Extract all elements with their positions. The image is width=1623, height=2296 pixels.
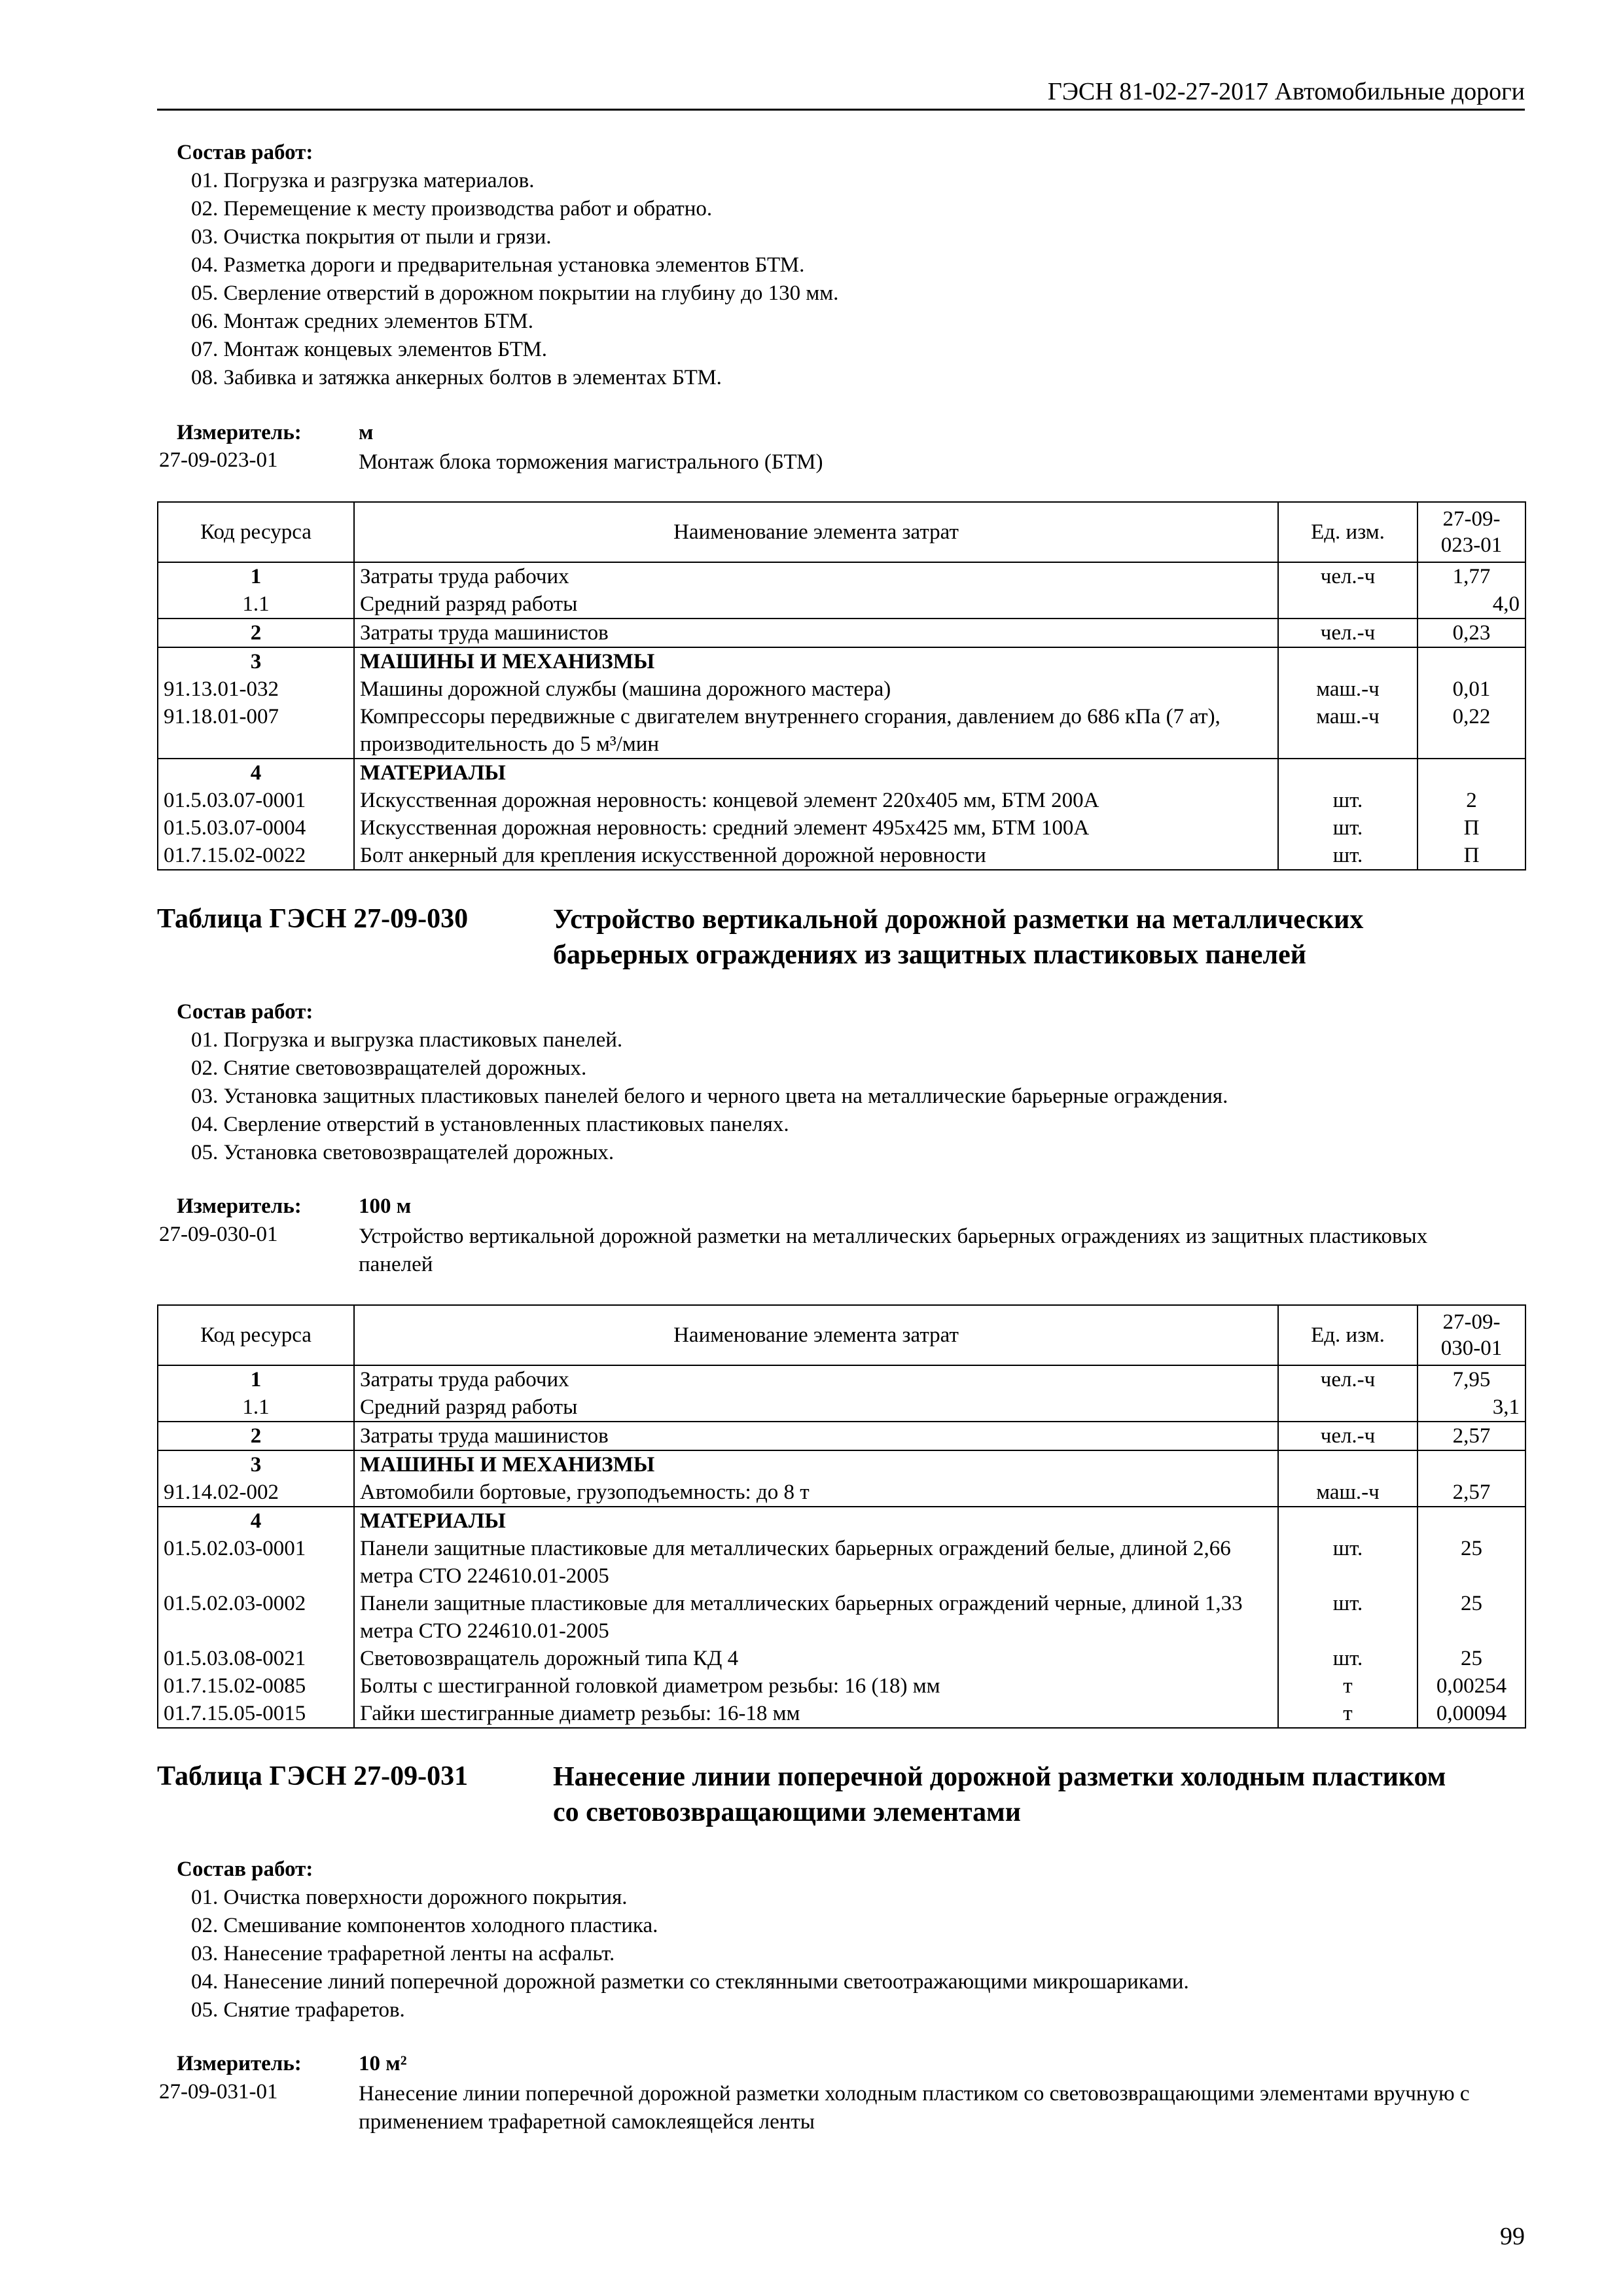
table-cell: чел.-ч bbox=[1278, 1365, 1418, 1393]
table-row bbox=[158, 814, 1525, 842]
table-cell: т bbox=[1278, 1672, 1418, 1700]
item-code: 27-09-030-01 bbox=[159, 1223, 278, 1246]
composition-label: Состав работ: bbox=[177, 1857, 313, 1881]
table-cell: 2 bbox=[1418, 787, 1525, 814]
table-cell: П bbox=[1418, 842, 1525, 870]
table-cell: Панели защитные пластиковые для металлических барьерных ограждений черные, длиной 1,33 метра СТО 224610.01-2005 bbox=[354, 1590, 1278, 1645]
table-cell: МАШИНЫ И МЕХАНИЗМЫ bbox=[354, 1450, 1278, 1479]
table-cell: 0,00254 bbox=[1418, 1672, 1525, 1700]
step: 08. Забивка и затяжка анкерных болтов в элементах БТМ. bbox=[191, 366, 722, 389]
composition-block-2 bbox=[177, 998, 1228, 1167]
table-cell: шт. bbox=[1278, 787, 1418, 814]
table-title: Таблица ГЭСН 27-09-031 bbox=[157, 1761, 469, 1791]
meter-unit: м bbox=[359, 421, 374, 444]
step: 01. Погрузка и выгрузка пластиковых панелей. bbox=[191, 1028, 623, 1052]
col-header: Ед. изм. bbox=[1278, 1305, 1418, 1365]
step: 03. Очистка покрытия от пыли и грязи. bbox=[191, 225, 552, 249]
table-row bbox=[158, 1365, 1525, 1393]
table-cell: т bbox=[1278, 1700, 1418, 1728]
step: 02. Снятие световозвращателей дорожных. bbox=[191, 1056, 587, 1080]
table-cell bbox=[1418, 1507, 1525, 1535]
table-row bbox=[158, 675, 1525, 703]
step: 05. Установка световозвращателей дорожных. bbox=[191, 1141, 615, 1164]
resource-table-2 bbox=[157, 1304, 1526, 1729]
table-cell: 1.1 bbox=[158, 1393, 354, 1422]
col-header: Наименование элемента затрат bbox=[354, 1305, 1278, 1365]
table-row bbox=[158, 1645, 1525, 1672]
table-cell: 2 bbox=[158, 619, 354, 647]
table-cell bbox=[1278, 1393, 1418, 1422]
table-cell: 3 bbox=[158, 1450, 354, 1479]
meter-label: Измеритель: bbox=[177, 1194, 302, 1218]
table-cell: Средний разряд работы bbox=[354, 1393, 1278, 1422]
table-cell: П bbox=[1418, 814, 1525, 842]
header-title: ГЭСН 81-02-27-2017 Автомобильные дороги bbox=[1047, 78, 1525, 105]
col-header: Код ресурса bbox=[158, 1305, 354, 1365]
table-row bbox=[158, 787, 1525, 814]
item-description: Монтаж блока торможения магистрального (БТМ) bbox=[359, 450, 823, 474]
table-row bbox=[158, 1535, 1525, 1590]
table-cell: Затраты труда рабочих bbox=[354, 1365, 1278, 1393]
page-header bbox=[157, 77, 1525, 111]
table-cell: 01.7.15.02-0022 bbox=[158, 842, 354, 870]
table-cell: 01.7.15.05-0015 bbox=[158, 1700, 354, 1728]
table-cell: 3,1 bbox=[1418, 1393, 1525, 1422]
col-header: 27-09- 030-01 bbox=[1418, 1305, 1525, 1365]
step: 05. Сверление отверстий в дорожном покрытии на глубину до 130 мм. bbox=[191, 281, 839, 305]
item-code: 27-09-031-01 bbox=[159, 2080, 278, 2104]
table-row bbox=[158, 1393, 1525, 1422]
page-number: 99 bbox=[1500, 2223, 1525, 2250]
resource-table-1 bbox=[157, 501, 1526, 870]
table-cell: 01.5.03.07-0001 bbox=[158, 787, 354, 814]
step: 02. Смешивание компонентов холодного пластика. bbox=[191, 1914, 658, 1937]
table-cell: 2 bbox=[158, 1422, 354, 1450]
table-cell: чел.-ч bbox=[1278, 619, 1418, 647]
table-cell: шт. bbox=[1278, 1535, 1418, 1590]
col-header: Наименование элемента затрат bbox=[354, 502, 1278, 562]
table-cell bbox=[1278, 1450, 1418, 1479]
table-cell bbox=[1278, 590, 1418, 619]
table-cell: Гайки шестигранные диаметр резьбы: 16-18 мм bbox=[354, 1700, 1278, 1728]
composition-label: Состав работ: bbox=[177, 1000, 313, 1024]
table-cell: 0,23 bbox=[1418, 619, 1525, 647]
table-cell: МАТЕРИАЛЫ bbox=[354, 1507, 1278, 1535]
table-cell: МАТЕРИАЛЫ bbox=[354, 759, 1278, 787]
step: 03. Нанесение трафаретной ленты на асфальт. bbox=[191, 1942, 615, 1965]
step: 05. Снятие трафаретов. bbox=[191, 1998, 405, 2022]
table-cell: 3 bbox=[158, 647, 354, 675]
table-row bbox=[158, 1672, 1525, 1700]
table-cell: 01.5.03.08-0021 bbox=[158, 1645, 354, 1672]
col-header: 27-09- 023-01 bbox=[1418, 502, 1525, 562]
step: 04. Нанесение линий поперечной дорожной разметки со стеклянными светоотражающими микрошариками. bbox=[191, 1970, 1189, 1994]
table-cell: 01.7.15.02-0085 bbox=[158, 1672, 354, 1700]
table-cell: 0,00094 bbox=[1418, 1700, 1525, 1728]
table-cell: маш.-ч bbox=[1278, 675, 1418, 703]
table-cell: 0,01 bbox=[1418, 675, 1525, 703]
table-row bbox=[158, 759, 1525, 787]
table-cell: Панели защитные пластиковые для металлических барьерных ограждений белые, длиной 2,66 метра СТО 224610.01-2005 bbox=[354, 1535, 1278, 1590]
table-row bbox=[158, 1479, 1525, 1507]
table-cell: 4,0 bbox=[1418, 590, 1525, 619]
table-cell: Затраты труда рабочих bbox=[354, 562, 1278, 590]
table-cell: 4 bbox=[158, 759, 354, 787]
table-cell: Затраты труда машинистов bbox=[354, 1422, 1278, 1450]
item-code: 27-09-023-01 bbox=[159, 448, 278, 472]
table-row bbox=[158, 1700, 1525, 1728]
table-subject: Нанесение линии поперечной дорожной разметки холодным пластиком со световозвращающими элементами bbox=[553, 1762, 1446, 1827]
table-row bbox=[158, 647, 1525, 675]
table-row bbox=[158, 1422, 1525, 1450]
table-subject: Устройство вертикальной дорожной разметки на металлических барьерных ограждениях из защитных пластиковых панелей bbox=[553, 905, 1364, 970]
meter-unit: 10 м² bbox=[359, 2052, 407, 2075]
table-cell: 01.5.03.07-0004 bbox=[158, 814, 354, 842]
step: 02. Перемещение к месту производства работ и обратно. bbox=[191, 197, 713, 221]
table-cell: Болты с шестигранной головкой диаметром резьбы: 16 (18) мм bbox=[354, 1672, 1278, 1700]
table-cell: 1,77 bbox=[1418, 562, 1525, 590]
table-cell: шт. bbox=[1278, 1590, 1418, 1645]
step: 01. Погрузка и разгрузка материалов. bbox=[191, 169, 535, 192]
table-cell: 1.1 bbox=[158, 590, 354, 619]
table-cell: Болт анкерный для крепления искусственной дорожной неровности bbox=[354, 842, 1278, 870]
step: 07. Монтаж концевых элементов БТМ. bbox=[191, 338, 548, 361]
table-cell: 0,22 bbox=[1418, 703, 1525, 759]
table-cell: 91.14.02-002 bbox=[158, 1479, 354, 1507]
table-row bbox=[158, 842, 1525, 870]
step: 01. Очистка поверхности дорожного покрытия. bbox=[191, 1886, 628, 1909]
table-cell bbox=[1418, 647, 1525, 675]
table-cell: Искусственная дорожная неровность: концевой элемент 220х405 мм, БТМ 200А bbox=[354, 787, 1278, 814]
col-header: Код ресурса bbox=[158, 502, 354, 562]
step: 03. Установка защитных пластиковых панелей белого и черного цвета на металлические барьерные ограждения. bbox=[191, 1085, 1228, 1108]
table-cell: Компрессоры передвижные с двигателем внутреннего сгорания, давлением до 686 кПа (7 ат), производительность до 5 м³/мин bbox=[354, 703, 1278, 759]
table-cell: 25 bbox=[1418, 1590, 1525, 1645]
item-description: Устройство вертикальной дорожной разметки на металлических барьерных ограждениях из защитных пластиковых панелей bbox=[359, 1225, 1428, 1276]
table-cell: МАШИНЫ И МЕХАНИЗМЫ bbox=[354, 647, 1278, 675]
table-cell bbox=[1278, 1507, 1418, 1535]
table-cell: Световозвращатель дорожный типа КД 4 bbox=[354, 1645, 1278, 1672]
table-row bbox=[158, 1590, 1525, 1645]
table-cell: шт. bbox=[1278, 814, 1418, 842]
table-cell: 01.5.02.03-0002 bbox=[158, 1590, 354, 1645]
table-cell: 01.5.02.03-0001 bbox=[158, 1535, 354, 1590]
table-row bbox=[158, 590, 1525, 619]
table-cell: Машины дорожной службы (машина дорожного мастера) bbox=[354, 675, 1278, 703]
table-cell: чел.-ч bbox=[1278, 562, 1418, 590]
table-cell: Автомобили бортовые, грузоподъемность: до 8 т bbox=[354, 1479, 1278, 1507]
step: 06. Монтаж средних элементов БТМ. bbox=[191, 310, 533, 333]
table-cell: 4 bbox=[158, 1507, 354, 1535]
item-description: Нанесение линии поперечной дорожной разметки холодным пластиком со световозвращающими элементами вручную с применением трафаретной самоклеящейся ленты bbox=[359, 2082, 1470, 2134]
table-cell: 25 bbox=[1418, 1645, 1525, 1672]
composition-label: Состав работ: bbox=[177, 141, 313, 164]
table-cell bbox=[1418, 1450, 1525, 1479]
table-cell: Затраты труда машинистов bbox=[354, 619, 1278, 647]
table-cell: 25 bbox=[1418, 1535, 1525, 1590]
table-row bbox=[158, 1507, 1525, 1535]
composition-block-1 bbox=[177, 139, 838, 392]
table-cell: чел.-ч bbox=[1278, 1422, 1418, 1450]
table-cell: 2,57 bbox=[1418, 1422, 1525, 1450]
table-cell: маш.-ч bbox=[1278, 1479, 1418, 1507]
step: 04. Разметка дороги и предварительная установка элементов БТМ. bbox=[191, 253, 805, 277]
table-cell bbox=[1278, 647, 1418, 675]
table-cell: 91.13.01-032 bbox=[158, 675, 354, 703]
meter-unit: 100 м bbox=[359, 1194, 412, 1218]
meter-label: Измеритель: bbox=[177, 421, 302, 444]
table-cell bbox=[1278, 759, 1418, 787]
table-row bbox=[158, 1450, 1525, 1479]
table-cell: 91.18.01-007 bbox=[158, 703, 354, 759]
table-title: Таблица ГЭСН 27-09-030 bbox=[157, 904, 469, 934]
meter-label: Измеритель: bbox=[177, 2052, 302, 2075]
step: 04. Сверление отверстий в установленных пластиковых панелях. bbox=[191, 1113, 789, 1136]
table-cell: шт. bbox=[1278, 842, 1418, 870]
table-cell: 1 bbox=[158, 1365, 354, 1393]
table-row bbox=[158, 619, 1525, 647]
table-cell bbox=[1418, 759, 1525, 787]
table-cell: 2,57 bbox=[1418, 1479, 1525, 1507]
table-cell: 7,95 bbox=[1418, 1365, 1525, 1393]
col-header: Ед. изм. bbox=[1278, 502, 1418, 562]
table-row bbox=[158, 562, 1525, 590]
table-cell: Искусственная дорожная неровность: средний элемент 495х425 мм, БТМ 100А bbox=[354, 814, 1278, 842]
table-cell: шт. bbox=[1278, 1645, 1418, 1672]
table-cell: 1 bbox=[158, 562, 354, 590]
composition-block-3 bbox=[177, 1856, 1189, 2024]
table-row bbox=[158, 703, 1525, 759]
table-cell: маш.-ч bbox=[1278, 703, 1418, 759]
table-cell: Средний разряд работы bbox=[354, 590, 1278, 619]
